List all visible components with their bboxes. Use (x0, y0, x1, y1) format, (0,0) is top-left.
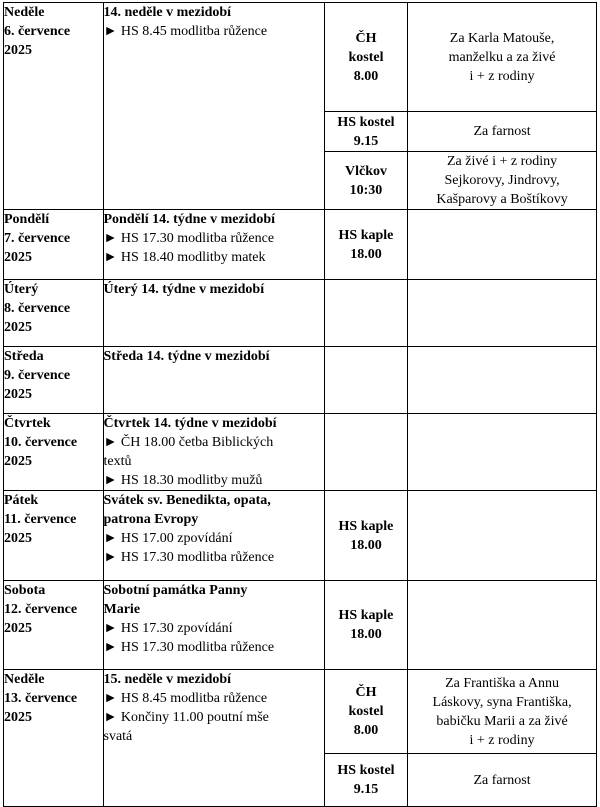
mass-intention-line: Za farnost (473, 124, 531, 139)
mass-place-line: HS kaple (338, 608, 394, 623)
liturgy-cell (103, 581, 324, 670)
program-item: ► ČH 18.00 četba Biblických (103, 435, 274, 450)
liturgy-cell (103, 3, 324, 210)
mass-intention-cell (408, 581, 597, 670)
mass-place-cell (324, 491, 407, 581)
mass-intention-line: babičku Marii a za živé (436, 713, 568, 729)
mass-place-line: 18.00 (350, 246, 382, 262)
liturgy-title: 15. neděle v mezidobí (103, 672, 232, 687)
day-line: Sobota (4, 583, 46, 598)
mass-intention-line: Za Karla Matouše, (449, 30, 555, 46)
mass-intention-line: manželku a za živé (448, 49, 556, 65)
schedule-row (4, 347, 597, 414)
day-line: 6. července (4, 24, 71, 39)
day-cell (4, 670, 104, 807)
liturgy-title: Úterý 14. týdne v mezidobí (103, 282, 265, 297)
mass-place-line: 8.00 (353, 68, 379, 84)
mass-place-line: HS kaple (338, 518, 394, 534)
day-line: 2025 (4, 621, 32, 636)
program-item: ► HS 18.40 modlitby matek (103, 250, 266, 265)
mass-place-cell (324, 152, 407, 210)
day-line: Neděle (4, 672, 45, 687)
liturgy-title: Svátek sv. Benedikta, opata, (103, 493, 271, 508)
liturgy-title: Pondělí 14. týdne v mezidobí (103, 212, 276, 227)
day-line: 2025 (4, 454, 32, 469)
mass-intention-cell (408, 670, 597, 754)
mass-place-line: 9.15 (353, 133, 379, 149)
liturgy-cell (103, 491, 324, 581)
mass-intention-line: Sejkorovy, Jindrovy, (444, 173, 560, 188)
day-line: Úterý (4, 282, 39, 297)
program-item: ► HS 17.30 modlitba růžence (103, 550, 275, 565)
mass-place-line: kostel (348, 704, 384, 719)
mass-intention-line: Láskovy, syna Františka, (432, 694, 572, 710)
liturgy-title: 14. neděle v mezidobí (103, 5, 232, 20)
day-line: 2025 (4, 320, 32, 335)
program-item: ► HS 8.45 modlitba růžence (103, 24, 268, 39)
mass-place-line: kostel (348, 49, 384, 65)
program-item: ► HS 8.45 modlitba růžence (103, 691, 268, 706)
day-line: 10. července (4, 435, 78, 450)
day-cell (4, 347, 104, 414)
day-line: 12. července (4, 602, 78, 617)
mass-place-line: ČH (355, 685, 377, 700)
schedule-row (4, 414, 597, 491)
day-cell (4, 210, 104, 280)
day-line: 7. července (4, 231, 71, 246)
liturgy-title: Sobotní památka Panny (103, 583, 248, 598)
liturgy-cell (103, 347, 324, 414)
mass-place-line: 8.00 (353, 723, 379, 738)
day-line: 2025 (4, 531, 32, 546)
mass-intention-cell (408, 347, 597, 414)
mass-place-line: Vlčkov (344, 163, 387, 179)
mass-place-cell (324, 347, 407, 414)
mass-place-cell (324, 112, 407, 152)
mass-place-line: ČH (355, 30, 377, 46)
liturgy-title: Marie (103, 602, 141, 617)
mass-intention-line: Kašparovy a Boštíkovy (436, 192, 568, 207)
day-line: 9. července (4, 368, 71, 383)
mass-schedule-table (3, 2, 597, 807)
day-line: 2025 (4, 250, 32, 265)
mass-place-cell (324, 3, 407, 112)
program-item: ► HS 18.30 modlitby mužů (103, 473, 263, 488)
day-line: 8. července (4, 301, 71, 316)
program-item: ► HS 17.00 zpovídání (103, 531, 233, 546)
mass-place-cell (324, 754, 407, 807)
liturgy-title: Čtvrtek 14. týdne v mezidobí (103, 416, 277, 431)
mass-intention-line: Za živé i + z rodiny (446, 154, 558, 169)
schedule-row (4, 210, 597, 280)
liturgy-title: Středa 14. týdne v mezidobí (103, 349, 270, 364)
day-line: Pátek (4, 493, 39, 508)
schedule-row (4, 280, 597, 347)
schedule-row (4, 581, 597, 670)
mass-intention-cell (408, 210, 597, 280)
mass-place-cell (324, 210, 407, 280)
day-line: Neděle (4, 5, 45, 20)
day-line: 2025 (4, 710, 32, 725)
mass-intention-cell (408, 152, 597, 210)
day-line: Čtvrtek (4, 416, 51, 431)
mass-place-cell (324, 581, 407, 670)
day-cell (4, 3, 104, 210)
mass-intention-line: i + z rodiny (469, 732, 535, 748)
program-item: textů (103, 454, 132, 469)
day-cell (4, 414, 104, 491)
mass-place-line: 18.00 (350, 627, 382, 642)
mass-intention-line: i + z rodiny (469, 68, 535, 84)
schedule-row (4, 3, 597, 112)
schedule-row (4, 491, 597, 581)
mass-place-line: 9.15 (353, 782, 379, 797)
mass-intention-cell (408, 754, 597, 807)
day-cell (4, 280, 104, 347)
mass-intention-cell (408, 414, 597, 491)
mass-intention-cell (408, 280, 597, 347)
program-item: ► HS 17.30 modlitba růžence (103, 640, 275, 655)
mass-place-line: HS kostel (337, 114, 395, 130)
liturgy-cell (103, 414, 324, 491)
mass-place-cell (324, 280, 407, 347)
liturgy-cell (103, 210, 324, 280)
liturgy-title: patrona Evropy (103, 512, 199, 527)
mass-place-line: 18.00 (350, 537, 382, 553)
liturgy-cell (103, 670, 324, 807)
mass-place-line: HS kaple (338, 227, 394, 243)
mass-place-cell (324, 414, 407, 491)
day-line: 11. července (4, 512, 77, 527)
day-line: 13. července (4, 691, 78, 706)
day-cell (4, 581, 104, 670)
mass-intention-cell (408, 491, 597, 581)
program-item: ► Končiny 11.00 poutní mše (103, 710, 269, 725)
schedule-row (4, 670, 597, 754)
mass-place-line: HS kostel (337, 763, 395, 778)
day-line: 2025 (4, 387, 32, 402)
mass-place-line: 10:30 (349, 182, 383, 198)
day-line: Pondělí (4, 212, 50, 227)
day-line: Středa (4, 349, 44, 364)
mass-place-cell (324, 670, 407, 754)
mass-intention-cell (408, 112, 597, 152)
mass-intention-line: Za farnost (473, 772, 531, 788)
mass-intention-cell (408, 3, 597, 112)
program-item: ► HS 17.30 modlitba růžence (103, 231, 275, 246)
day-line: 2025 (4, 43, 32, 58)
program-item: ► HS 17.30 zpovídání (103, 621, 233, 636)
day-cell (4, 491, 104, 581)
liturgy-cell (103, 280, 324, 347)
program-item: svatá (103, 729, 133, 744)
mass-intention-line: Za Františka a Annu (445, 675, 560, 691)
